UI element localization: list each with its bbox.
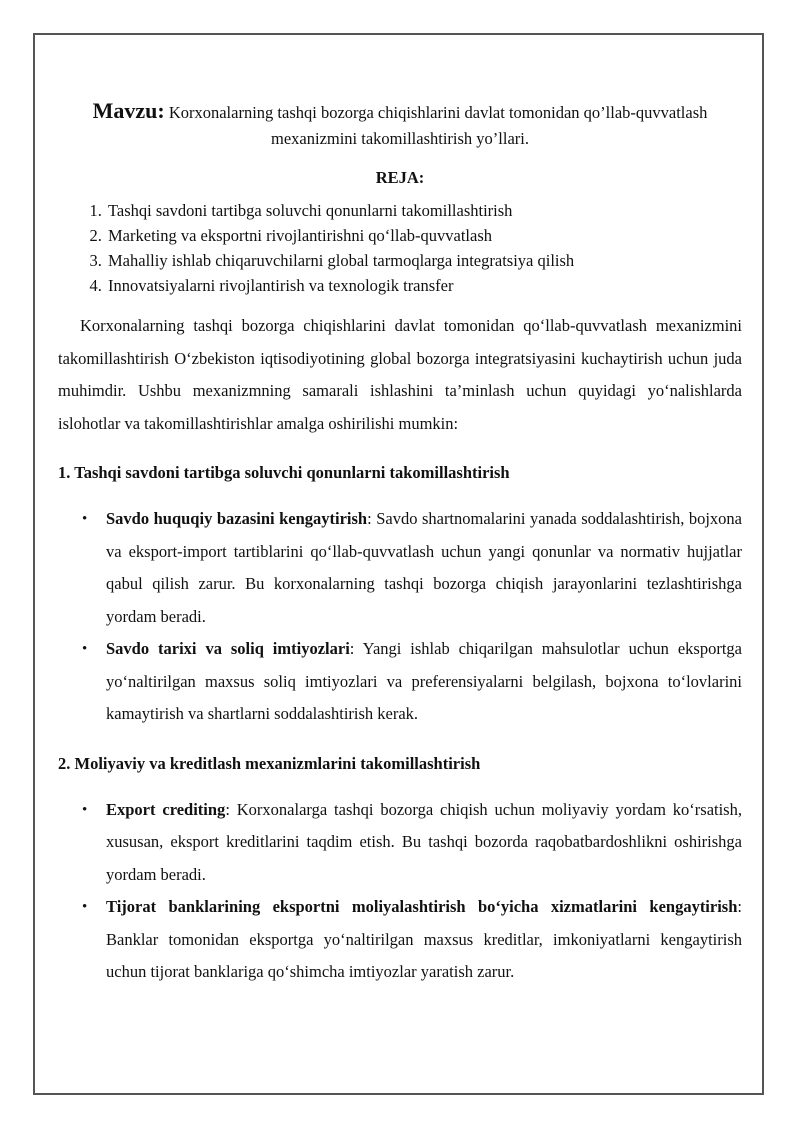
bullet-point: [82, 633, 742, 731]
plan-item: 4. Innovatsiyalarni rivojlantirish va texnologik transfer: [106, 273, 742, 298]
bullet-icon: •: [82, 801, 88, 818]
plan-item: 3. Mahalliy ishlab chiqaruvchilarni global tarmoqlarga integratsiya qilish: [106, 248, 742, 273]
plan-item: 2. Marketing va eksportni rivojlantirishni qo‘llab-quvvatlash: [106, 223, 742, 248]
point-term: Tijorat banklarining eksportni moliyalashtirish bo‘yicha xizmatlarini kengaytirish: [106, 897, 738, 916]
title-lead: Mavzu:: [92, 98, 165, 123]
bullet-icon: •: [82, 641, 88, 657]
point-text: : Korxonalarga tashqi bozorga chiqish uchun moliyaviy yordam ko‘rsatish, xususan, eksport kreditlarini taqdim etish. Bu tashqi bozorda raqobatbardoshlikni oshirishga yordam beradi.: [106, 799, 742, 884]
bullet-point: [82, 794, 742, 892]
point-text: : Savdo shartnomalarini yanada soddalashtirish, bojxona va eksport-import tartiblarini qo‘llab-quvvatlash uchun yangi qonunlar va normativ hujjatlar qabul qilish zarur. Bu korxonalarning tashqi bozorga chiqish jarayonlarini tezlashtirishga yordam beradi.: [106, 509, 742, 626]
plan-list: [58, 198, 742, 298]
point-term: Export crediting: [106, 799, 226, 819]
title-text: Korxonalarning tashqi bozorga chiqishlarini davlat tomonidan qo’llab-quvvatlash mexanizmini takomillashtirish yo’llari.: [164, 103, 708, 148]
section-heading-2: 2. Moliyaviy va kreditlash mexanizmlarini takomillashtirish: [58, 753, 481, 773]
bullet-point: [82, 891, 742, 989]
section-1-points: [58, 503, 742, 731]
point-term: Savdo huquqiy bazasini kengaytirish: [106, 509, 368, 528]
bullet-point: [82, 503, 742, 633]
bullet-icon: •: [82, 899, 88, 915]
section-2-points: [58, 794, 742, 989]
intro-paragraph: Korxonalarning tashqi bozorga chiqishlarini davlat tomonidan qo‘llab-quvvatlash mexanizmini takomillashtirish O‘zbekiston iqtisodiyotining global bozorga integratsiyasini kuchaytirish uchun juda muhimdir. Ushbu mexanizmning samarali ishlashini ta’minlash uchun quyidagi yo‘nalishlarda islohotlar va takomillashtirishlar amalga oshirilishi mumkin:: [58, 316, 742, 433]
point-text: : Banklar tomonidan eksportga yo‘naltirilgan maxsus kreditlar, imkoniyatlarni kengaytirish uchun tijorat banklariga qo‘shimcha imtiyozlar yaratish zarur.: [106, 897, 742, 981]
document-title: [58, 98, 742, 152]
point-term: Savdo tarixi va soliq imtiyozlari: [106, 639, 350, 658]
document-body: [58, 98, 742, 989]
plan-heading: REJA:: [375, 168, 425, 187]
bullet-icon: •: [82, 511, 88, 527]
section-heading-1: 1. Tashqi savdoni tartibga soluvchi qonunlarni takomillashtirish: [58, 463, 510, 482]
plan-item: 1. Tashqi savdoni tartibga soluvchi qonunlarni takomillashtirish: [106, 198, 742, 223]
point-text: : Yangi ishlab chiqarilgan mahsulotlar uchun eksportga yo‘naltirilgan maxsus soliq imtiyozlari va preferensiyalarni belgilash, bojxona to‘lovlarini kamaytirish va shartlarni soddalashtirish kerak.: [106, 639, 742, 723]
